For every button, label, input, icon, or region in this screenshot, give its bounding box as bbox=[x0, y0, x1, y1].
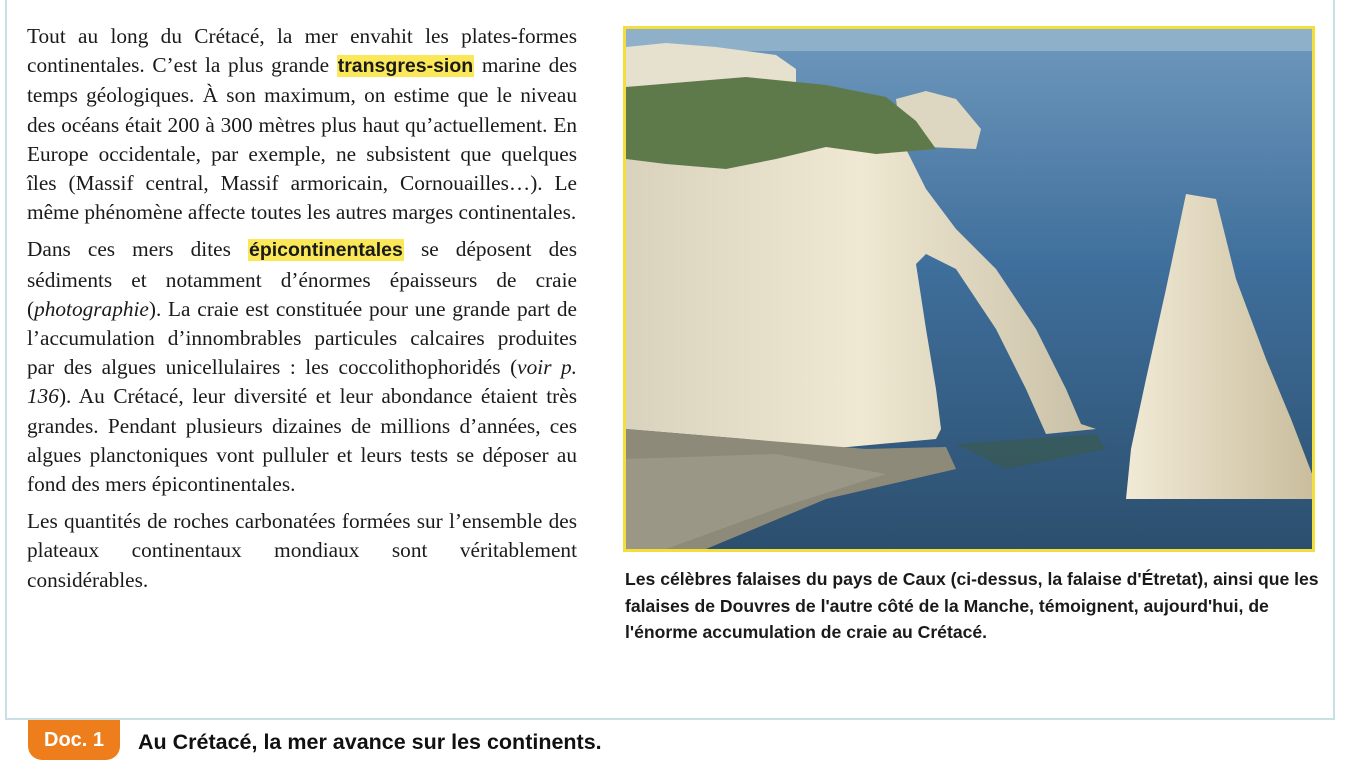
paragraph-1: Tout au long du Crétacé, la mer envahit les plates-formes continentales. C’est la plus grande transgres-sion marine des temps géologiques. À son maximum, on estime que le niveau des océans était 200 à 300 mètres plus haut qu’actuellement. En Europe occidentale, par exemple, ne subsistent que quelques îles (Massif central, Massif armoricain, Cornouailles…). Le même phénomène affecte toutes les autres marges continentales. bbox=[27, 24, 577, 225]
body-text bbox=[27, 22, 577, 603]
photo-reference: photographie bbox=[34, 296, 149, 321]
page-reference: voir p. 136 bbox=[27, 355, 577, 409]
photo-caption: Les célèbres falaises du pays de Caux (ci-dessus, la falaise d'Étretat), ainsi que les falaises de Douvres de l'autre côté de la Manche, témoignent, aujourd'hui, de l'énorme accumulation de craie au Crétacé. bbox=[625, 569, 1319, 642]
cliff-illustration bbox=[626, 29, 1312, 549]
doc-title: Au Crétacé, la mer avance sur les continents. bbox=[138, 730, 602, 754]
doc-number-badge: Doc. 1 bbox=[28, 720, 120, 760]
etretat-cliff-photo bbox=[623, 26, 1315, 552]
paragraph-3: Les quantités de roches carbonatées formées sur l’ensemble des plateaux continentaux mondiaux sont véritablement considérables. bbox=[27, 509, 577, 592]
keyword-epicontinentales: épicontinentales bbox=[248, 239, 403, 262]
paragraph-2: Dans ces mers dites épicontinentales se déposent des sédiments et notamment d’énormes épaisseurs de craie (photographie). La craie est constituée pour une grande part de l’accumulation d’innombrables particules calcaires produites par des algues unicellulaires : les coccolithophoridés (voir p. 136). Au Crétacé, leur diversité et leur abondance étaient très grandes. Pendant plusieurs dizaines de millions d’années, ces algues planctoniques vont pulluler et leurs tests se déposer au fond des mers épicontinentales. bbox=[27, 237, 577, 497]
keyword-transgression: transgres-sion bbox=[337, 55, 474, 78]
